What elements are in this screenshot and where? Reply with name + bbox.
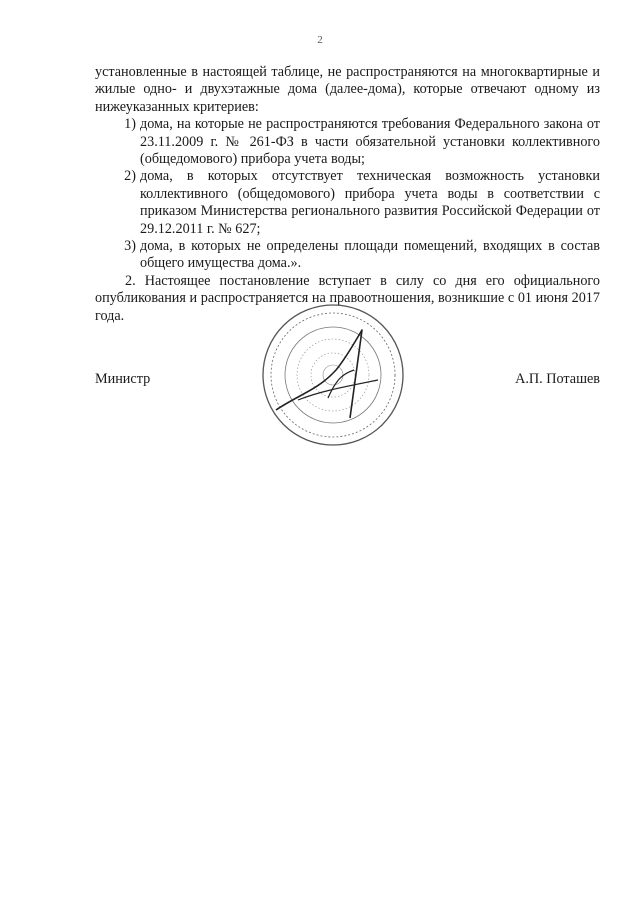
page-number: 2	[317, 34, 323, 46]
list-text: дома, на которые не распространяются требования Федерального закона от 23.11.2009 г. № 261-ФЗ в части обязательной установки коллективного (общедомового) прибора учета воды;	[140, 116, 600, 168]
signature-row	[95, 371, 600, 388]
intro-paragraph: установленные в настоящей таблице, не распространяются на многоквартирные и жилые одно- и двухэтажные дома (далее-дома), которые отвечают одному из нижеуказанных критериев:	[95, 64, 600, 115]
final-paragraph: 2. Настоящее постановление вступает в силу со дня его официального опубликования и распространяется на правоотношения, возникшие с 01 июня 2017 года.	[95, 272, 600, 324]
document-body	[95, 64, 600, 325]
list-text: дома, в которых не определены площади помещений, входящих в состав общего имущества дома.».	[140, 238, 600, 272]
list-item	[95, 168, 600, 238]
list-number: 3)	[124, 238, 136, 255]
list-text: дома, в которых отсутствует техническая возможность установки коллективного (общедомового) прибора учета воды в соответствии с приказом Министерства регионального развития Российской Федерации от 29.12.2011 г. № 627;	[140, 168, 600, 237]
list-item	[95, 116, 600, 168]
signatory-name: А.П. Поташев	[515, 371, 600, 387]
list-number: 2)	[124, 168, 136, 185]
list-item	[95, 238, 600, 273]
list-number: 1)	[124, 116, 136, 133]
signatory-title: Министр	[95, 371, 151, 387]
